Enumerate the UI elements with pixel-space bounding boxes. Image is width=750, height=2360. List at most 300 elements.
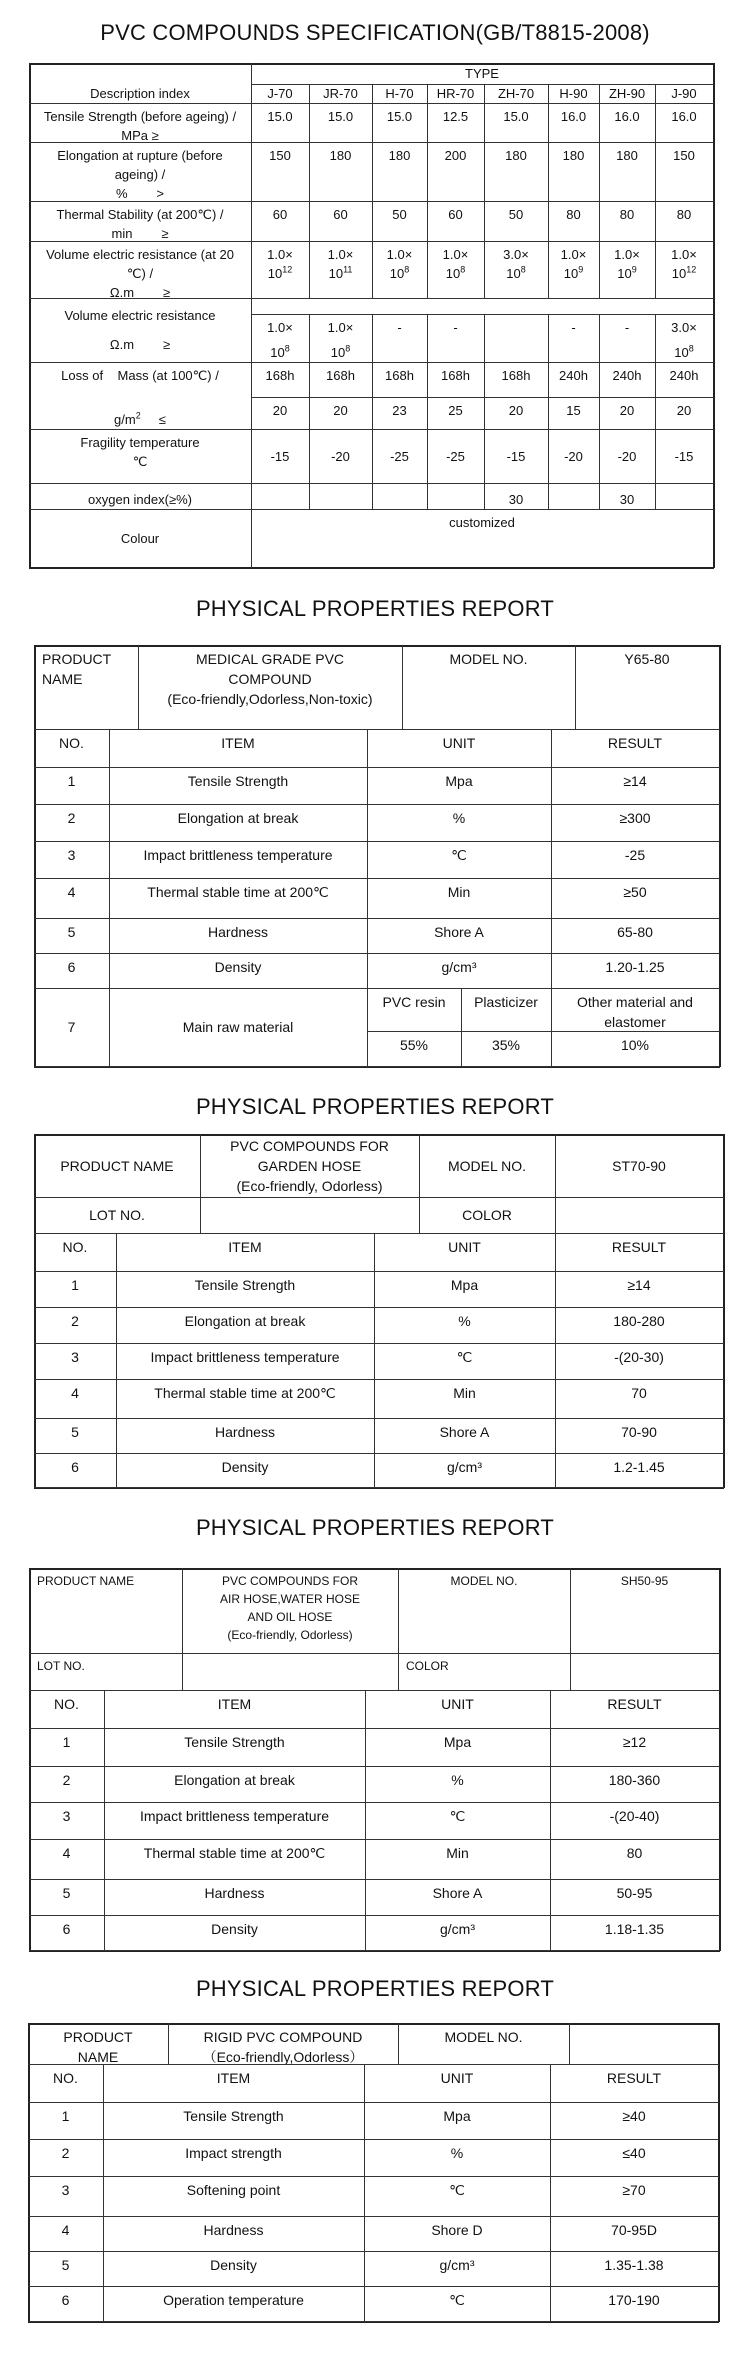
cell-text: Operation temperature	[163, 2292, 304, 2308]
exponent: 8	[284, 343, 290, 354]
item-name	[116, 1418, 374, 1453]
power	[270, 343, 289, 362]
model-label	[402, 645, 575, 729]
cell-text: Shore A	[434, 924, 484, 940]
cell-text: 20	[619, 403, 635, 418]
table-border	[29, 567, 714, 569]
value-cell	[484, 397, 548, 429]
item-name	[109, 841, 367, 878]
base: 10	[330, 345, 346, 360]
value-cell	[548, 103, 599, 142]
cell-text: 80	[676, 207, 692, 222]
cell-text: ITEM	[228, 1239, 262, 1255]
row-label	[29, 509, 251, 567]
cell-text: ℃	[449, 2182, 465, 2198]
value-cell	[484, 429, 548, 483]
cell-text: 15.0	[503, 109, 529, 124]
result	[550, 1839, 719, 1879]
cell-text: UNIT	[448, 1239, 481, 1255]
cell-text: -20	[564, 448, 583, 464]
hours-cell	[427, 362, 484, 397]
cell-text: 70-90	[621, 1424, 657, 1440]
value-cell	[655, 397, 713, 429]
cell-text: 6	[62, 1921, 71, 1937]
cell-text: H-90	[559, 86, 588, 101]
material-component	[367, 988, 461, 1031]
value-cell	[372, 397, 427, 429]
cell-text: 240h	[669, 368, 699, 383]
cell-text: RESULT	[611, 1239, 667, 1255]
cell-text: 15.0	[327, 109, 354, 124]
result	[550, 2176, 718, 2216]
type-column-header	[548, 84, 599, 103]
cell-text: -25	[624, 847, 646, 863]
item-name	[116, 1453, 374, 1487]
cell-text: 1.18-1.35	[604, 1921, 665, 1937]
row-number	[28, 2176, 103, 2216]
cell-text: 60	[272, 207, 288, 222]
material-percentage	[461, 1031, 551, 1066]
value-cell	[309, 314, 372, 362]
type-column-header	[251, 84, 309, 103]
item-name	[104, 1915, 365, 1950]
material-percentage	[367, 1031, 461, 1066]
hours-cell	[484, 362, 548, 397]
row-number	[29, 1879, 104, 1915]
row-number	[34, 878, 109, 918]
table-border	[718, 2023, 720, 2322]
product-name-label	[28, 2023, 168, 2064]
hours-cell	[599, 362, 655, 397]
value-cell	[548, 142, 599, 201]
cell-text: COLOR	[406, 1659, 449, 1673]
cell-text: 20	[333, 403, 348, 418]
cell-text: Mpa	[443, 2108, 471, 2124]
item-name	[103, 2176, 364, 2216]
row-number	[34, 804, 109, 841]
result	[551, 841, 719, 878]
value-cell	[599, 103, 655, 142]
result	[555, 1418, 723, 1453]
type-header	[251, 63, 713, 84]
result	[551, 878, 719, 918]
unit	[367, 767, 551, 804]
cell-text: oxygen index(≥%)	[88, 492, 192, 507]
row-label	[29, 298, 251, 362]
mantissa: 3.0×	[671, 320, 697, 335]
cell-text: AIR HOSE,WATER HOSE	[219, 1592, 360, 1606]
cell-text: 60	[448, 207, 463, 222]
cell-text: (Eco-friendly,Odorless,Non-toxic)	[167, 691, 373, 707]
value-cell	[427, 429, 484, 483]
row-number	[34, 841, 109, 878]
value-cell	[427, 314, 484, 362]
cell-text: Shore A	[432, 1885, 483, 1901]
unit	[364, 2216, 550, 2251]
value-cell	[655, 103, 713, 142]
cell-text: MPa ≥	[121, 128, 159, 142]
exponent: 8	[688, 343, 694, 354]
result	[550, 1879, 719, 1915]
row-number	[34, 1343, 116, 1379]
value-cell	[548, 241, 599, 298]
value-cell	[309, 201, 372, 241]
value-cell	[251, 241, 309, 298]
cell-text: 3	[67, 847, 76, 863]
power	[446, 264, 465, 283]
cell-text: Min	[447, 884, 471, 900]
base: 10	[267, 266, 283, 281]
item-name	[104, 1728, 365, 1766]
item-name	[104, 1802, 365, 1839]
unit-header	[374, 1233, 555, 1271]
cell-text: 168h	[265, 368, 295, 383]
value-cell	[251, 103, 309, 142]
cell-text: 150	[269, 148, 291, 163]
base: 10	[270, 345, 285, 360]
cell-text: Density	[214, 959, 262, 975]
value-cell	[251, 429, 309, 483]
item-name	[109, 804, 367, 841]
no-header	[34, 729, 109, 767]
cell-text: 1.35-1.38	[604, 2257, 664, 2273]
cell-text: ℃	[449, 1808, 466, 1824]
unit	[364, 2139, 550, 2176]
color-value	[570, 1653, 719, 1690]
cell-text: NO.	[53, 2070, 78, 2086]
model-label	[398, 1568, 570, 1653]
cell-text: UNIT	[440, 2070, 474, 2086]
cell-text: NO.	[59, 735, 84, 751]
row-number	[28, 2286, 103, 2321]
result	[550, 2139, 718, 2176]
exponent: 8	[520, 264, 526, 275]
mantissa: 1.0×	[327, 247, 354, 262]
cell-text: 168h	[385, 368, 414, 383]
cell-text: NO.	[54, 1696, 79, 1712]
unit-header	[367, 729, 551, 767]
cell-text: 3	[62, 1808, 71, 1824]
exponent: 9	[578, 264, 584, 275]
row-number	[34, 953, 109, 988]
row-number	[34, 918, 109, 953]
cell-text: AND OIL HOSE	[247, 1610, 333, 1624]
cell-text: LOT NO.	[37, 1659, 85, 1673]
cell-text: 168h	[326, 368, 355, 383]
value-cell	[309, 241, 372, 298]
no-header	[34, 1233, 116, 1271]
item-name	[116, 1379, 374, 1418]
cell-text: 16.0	[614, 109, 640, 124]
cell-text: SH50-95	[620, 1574, 669, 1588]
cell-text: 1	[61, 2108, 70, 2124]
value-cell	[372, 483, 427, 509]
cell-text: H-70	[385, 86, 414, 101]
row-number	[29, 1839, 104, 1879]
cell-text: 168h	[441, 368, 470, 383]
cell-text: 2	[67, 810, 76, 826]
value-cell	[427, 201, 484, 241]
cell-text: MODEL NO.	[447, 1157, 527, 1174]
cell-text: PRODUCT NAME	[37, 1574, 135, 1588]
mantissa: 1.0×	[327, 320, 354, 335]
description-header	[29, 84, 251, 103]
table-border	[719, 1568, 721, 1951]
unit	[374, 1343, 555, 1379]
cell-text: ≥50	[623, 884, 647, 900]
cell-text: JR-70	[323, 86, 358, 101]
cell-text: ≤40	[622, 2145, 646, 2161]
lot-value	[182, 1653, 398, 1690]
cell-text: 6	[61, 2292, 70, 2308]
cell-text: 35%	[491, 1037, 521, 1053]
cell-text: 1	[62, 1734, 71, 1750]
value-cell	[372, 201, 427, 241]
cell-text: Main raw material	[182, 1019, 294, 1035]
power	[268, 264, 292, 283]
lot-label	[34, 1197, 200, 1233]
item-name	[104, 1879, 365, 1915]
cell-text: ≥40	[622, 2108, 646, 2124]
cell-text: %	[450, 2145, 464, 2161]
value-cell	[599, 314, 655, 362]
result	[555, 1343, 723, 1379]
unit-suffix: ≤	[140, 412, 166, 427]
mantissa: -	[453, 320, 458, 335]
cell-text: Elongation at break	[184, 1313, 306, 1329]
cell-text: 1.20-1.25	[605, 959, 665, 975]
value-cell	[372, 103, 427, 142]
cell-text: 70	[631, 1385, 647, 1401]
cell-text: Hardness	[208, 924, 268, 940]
cell-text: Density	[221, 1459, 269, 1475]
exponent: 8	[345, 343, 351, 354]
table-border	[34, 1487, 724, 1488]
mantissa: 1.0×	[614, 247, 640, 262]
type-column-header	[372, 84, 427, 103]
base: 10	[671, 266, 687, 281]
cell-text: ≥12	[622, 1734, 647, 1750]
cell-text: ≥14	[627, 1277, 651, 1293]
value-cell	[251, 314, 309, 362]
value-cell	[599, 142, 655, 201]
product-name-value	[182, 1568, 398, 1653]
value-cell	[251, 397, 309, 429]
item-name	[109, 918, 367, 953]
cell-text: ℃	[449, 2292, 465, 2308]
cell-text: Thermal Stability (at 200℃) /	[56, 207, 224, 222]
table-border	[723, 1134, 725, 1488]
exponent: 11	[343, 264, 353, 275]
cell-text: g/cm³	[447, 1459, 482, 1475]
value-cell	[484, 483, 548, 509]
cell-text: 23	[392, 403, 407, 418]
cell-text: Shore A	[439, 1424, 490, 1440]
table-border	[719, 645, 721, 1067]
unit: g/m	[114, 412, 136, 427]
cell-text: PRODUCT	[42, 651, 112, 667]
cell-text: 240h	[559, 368, 588, 383]
cell-text: Fragility temperature	[80, 435, 200, 450]
cell-text: RIGID PVC COMPOUND	[203, 2029, 363, 2045]
result	[550, 2216, 718, 2251]
cell-text: J-70	[267, 86, 293, 101]
cell-text: Plasticizer	[474, 994, 538, 1010]
item-name	[103, 2102, 364, 2139]
row-number	[29, 1728, 104, 1766]
cell-text: -25	[390, 448, 409, 464]
cell-text: J-90	[671, 86, 697, 101]
result	[551, 767, 719, 804]
base: 10	[445, 266, 461, 281]
cell-text: PVC COMPOUNDS FOR	[230, 1137, 389, 1154]
row-number	[28, 2216, 103, 2251]
row-label	[29, 103, 251, 142]
cell-text: Tensile Strength	[187, 773, 289, 789]
result	[551, 953, 719, 988]
unit	[364, 2102, 550, 2139]
item-name	[103, 2251, 364, 2286]
row-number	[34, 1379, 116, 1418]
table-border	[34, 1066, 720, 1067]
item-name	[116, 1307, 374, 1343]
result	[555, 1453, 723, 1487]
row-number	[34, 1453, 116, 1487]
value-cell	[655, 483, 713, 509]
value-cell	[309, 142, 372, 201]
cell-text: RESULT	[606, 2070, 662, 2086]
cell-text: 170-190	[608, 2292, 660, 2308]
value-cell	[427, 142, 484, 201]
cell-text: 200	[444, 148, 467, 163]
item-name	[116, 1343, 374, 1379]
base: 10	[563, 266, 579, 281]
row-number	[28, 2139, 103, 2176]
cell-text: ITEM	[221, 735, 255, 751]
result-header	[550, 1690, 719, 1728]
cell-text: g/cm³	[440, 1921, 475, 1937]
cell-text: 5	[67, 924, 76, 940]
cell-text: 6	[71, 1459, 79, 1475]
cell-text: -25	[446, 448, 465, 464]
cell-text: 20	[508, 403, 524, 418]
cell-text: Impact brittleness temperature	[143, 847, 333, 863]
result-header	[555, 1233, 723, 1271]
cell-text: Density	[211, 1921, 258, 1937]
value-cell	[309, 429, 372, 483]
model-label	[398, 2023, 569, 2064]
row-number	[29, 1802, 104, 1839]
cell-text: 16.0	[560, 109, 587, 124]
row-label	[29, 142, 251, 201]
model-value	[555, 1134, 723, 1197]
cell-text: ≥70	[622, 2182, 646, 2198]
cell-text: 30	[508, 492, 524, 507]
cell-text: ageing) /	[114, 167, 166, 182]
hours-cell	[309, 362, 372, 397]
unit	[365, 1839, 550, 1879]
cell-text: Description index	[90, 86, 190, 101]
cell-text: Thermal stable time at 200℃	[154, 1385, 336, 1401]
cell-text: 180	[505, 148, 527, 163]
cell-text: Y65-80	[624, 651, 670, 667]
power	[390, 264, 409, 283]
unit	[374, 1418, 555, 1453]
unit	[365, 1915, 550, 1950]
cell-text: 168h	[501, 368, 531, 383]
item-name	[104, 1839, 365, 1879]
cell-text: ITEM	[216, 2070, 251, 2086]
power	[506, 264, 525, 283]
cell-text: PVC COMPOUNDS FOR	[221, 1574, 358, 1588]
cell-text: 2	[71, 1313, 79, 1329]
exponent: 12	[282, 264, 293, 275]
cell-text: 50-95	[616, 1885, 653, 1901]
cell-text: ℃	[456, 1349, 473, 1365]
product-name-label	[34, 645, 138, 729]
cell-text: 80	[626, 1845, 643, 1861]
cell-text: 50	[392, 207, 407, 222]
cell-text: -(20-30)	[614, 1349, 664, 1365]
value-cell	[548, 397, 599, 429]
value-cell	[427, 241, 484, 298]
value-cell	[484, 201, 548, 241]
material-component	[551, 988, 719, 1031]
unit	[367, 804, 551, 841]
type-column-header	[655, 84, 713, 103]
cell-text: RESULT	[607, 735, 663, 751]
item-header	[109, 729, 367, 767]
mantissa: 1.0×	[386, 247, 413, 262]
cell-text: 1	[67, 773, 76, 789]
row-number	[34, 988, 109, 1066]
row-label	[29, 201, 251, 241]
cell-text: 1	[71, 1277, 79, 1293]
color-value	[555, 1197, 723, 1233]
unit	[374, 1379, 555, 1418]
unit	[364, 2251, 550, 2286]
color-label	[398, 1653, 570, 1690]
row-number	[34, 1271, 116, 1307]
cell-text: 4	[61, 2222, 70, 2238]
cell-text: ℃	[451, 847, 467, 863]
cell-text: MODEL NO.	[449, 651, 528, 667]
result-header	[551, 729, 719, 767]
cell-text: PRODUCT	[63, 2029, 133, 2045]
cell-text: MEDICAL GRADE PVC	[195, 651, 345, 667]
item-name	[103, 2286, 364, 2321]
value-cell	[484, 142, 548, 201]
cell-text: 150	[673, 148, 695, 163]
cell-text: 12.5	[442, 109, 469, 124]
cell-text: 80	[619, 207, 635, 222]
value-cell	[251, 201, 309, 241]
cell-text: 3	[61, 2182, 70, 2198]
value-cell	[599, 397, 655, 429]
type-column-header	[599, 84, 655, 103]
value-cell	[427, 103, 484, 142]
item-name	[109, 767, 367, 804]
item-header	[103, 2064, 364, 2102]
cell-text: Impact brittleness temperature	[139, 1808, 330, 1824]
row-number	[34, 767, 109, 804]
cell-text: (Eco-friendly, Odorless)	[227, 1628, 353, 1642]
result	[550, 1915, 719, 1950]
item-name	[103, 2139, 364, 2176]
model-value	[570, 1568, 719, 1653]
cell-text: 15.0	[386, 109, 413, 124]
table-border	[29, 1950, 720, 1951]
